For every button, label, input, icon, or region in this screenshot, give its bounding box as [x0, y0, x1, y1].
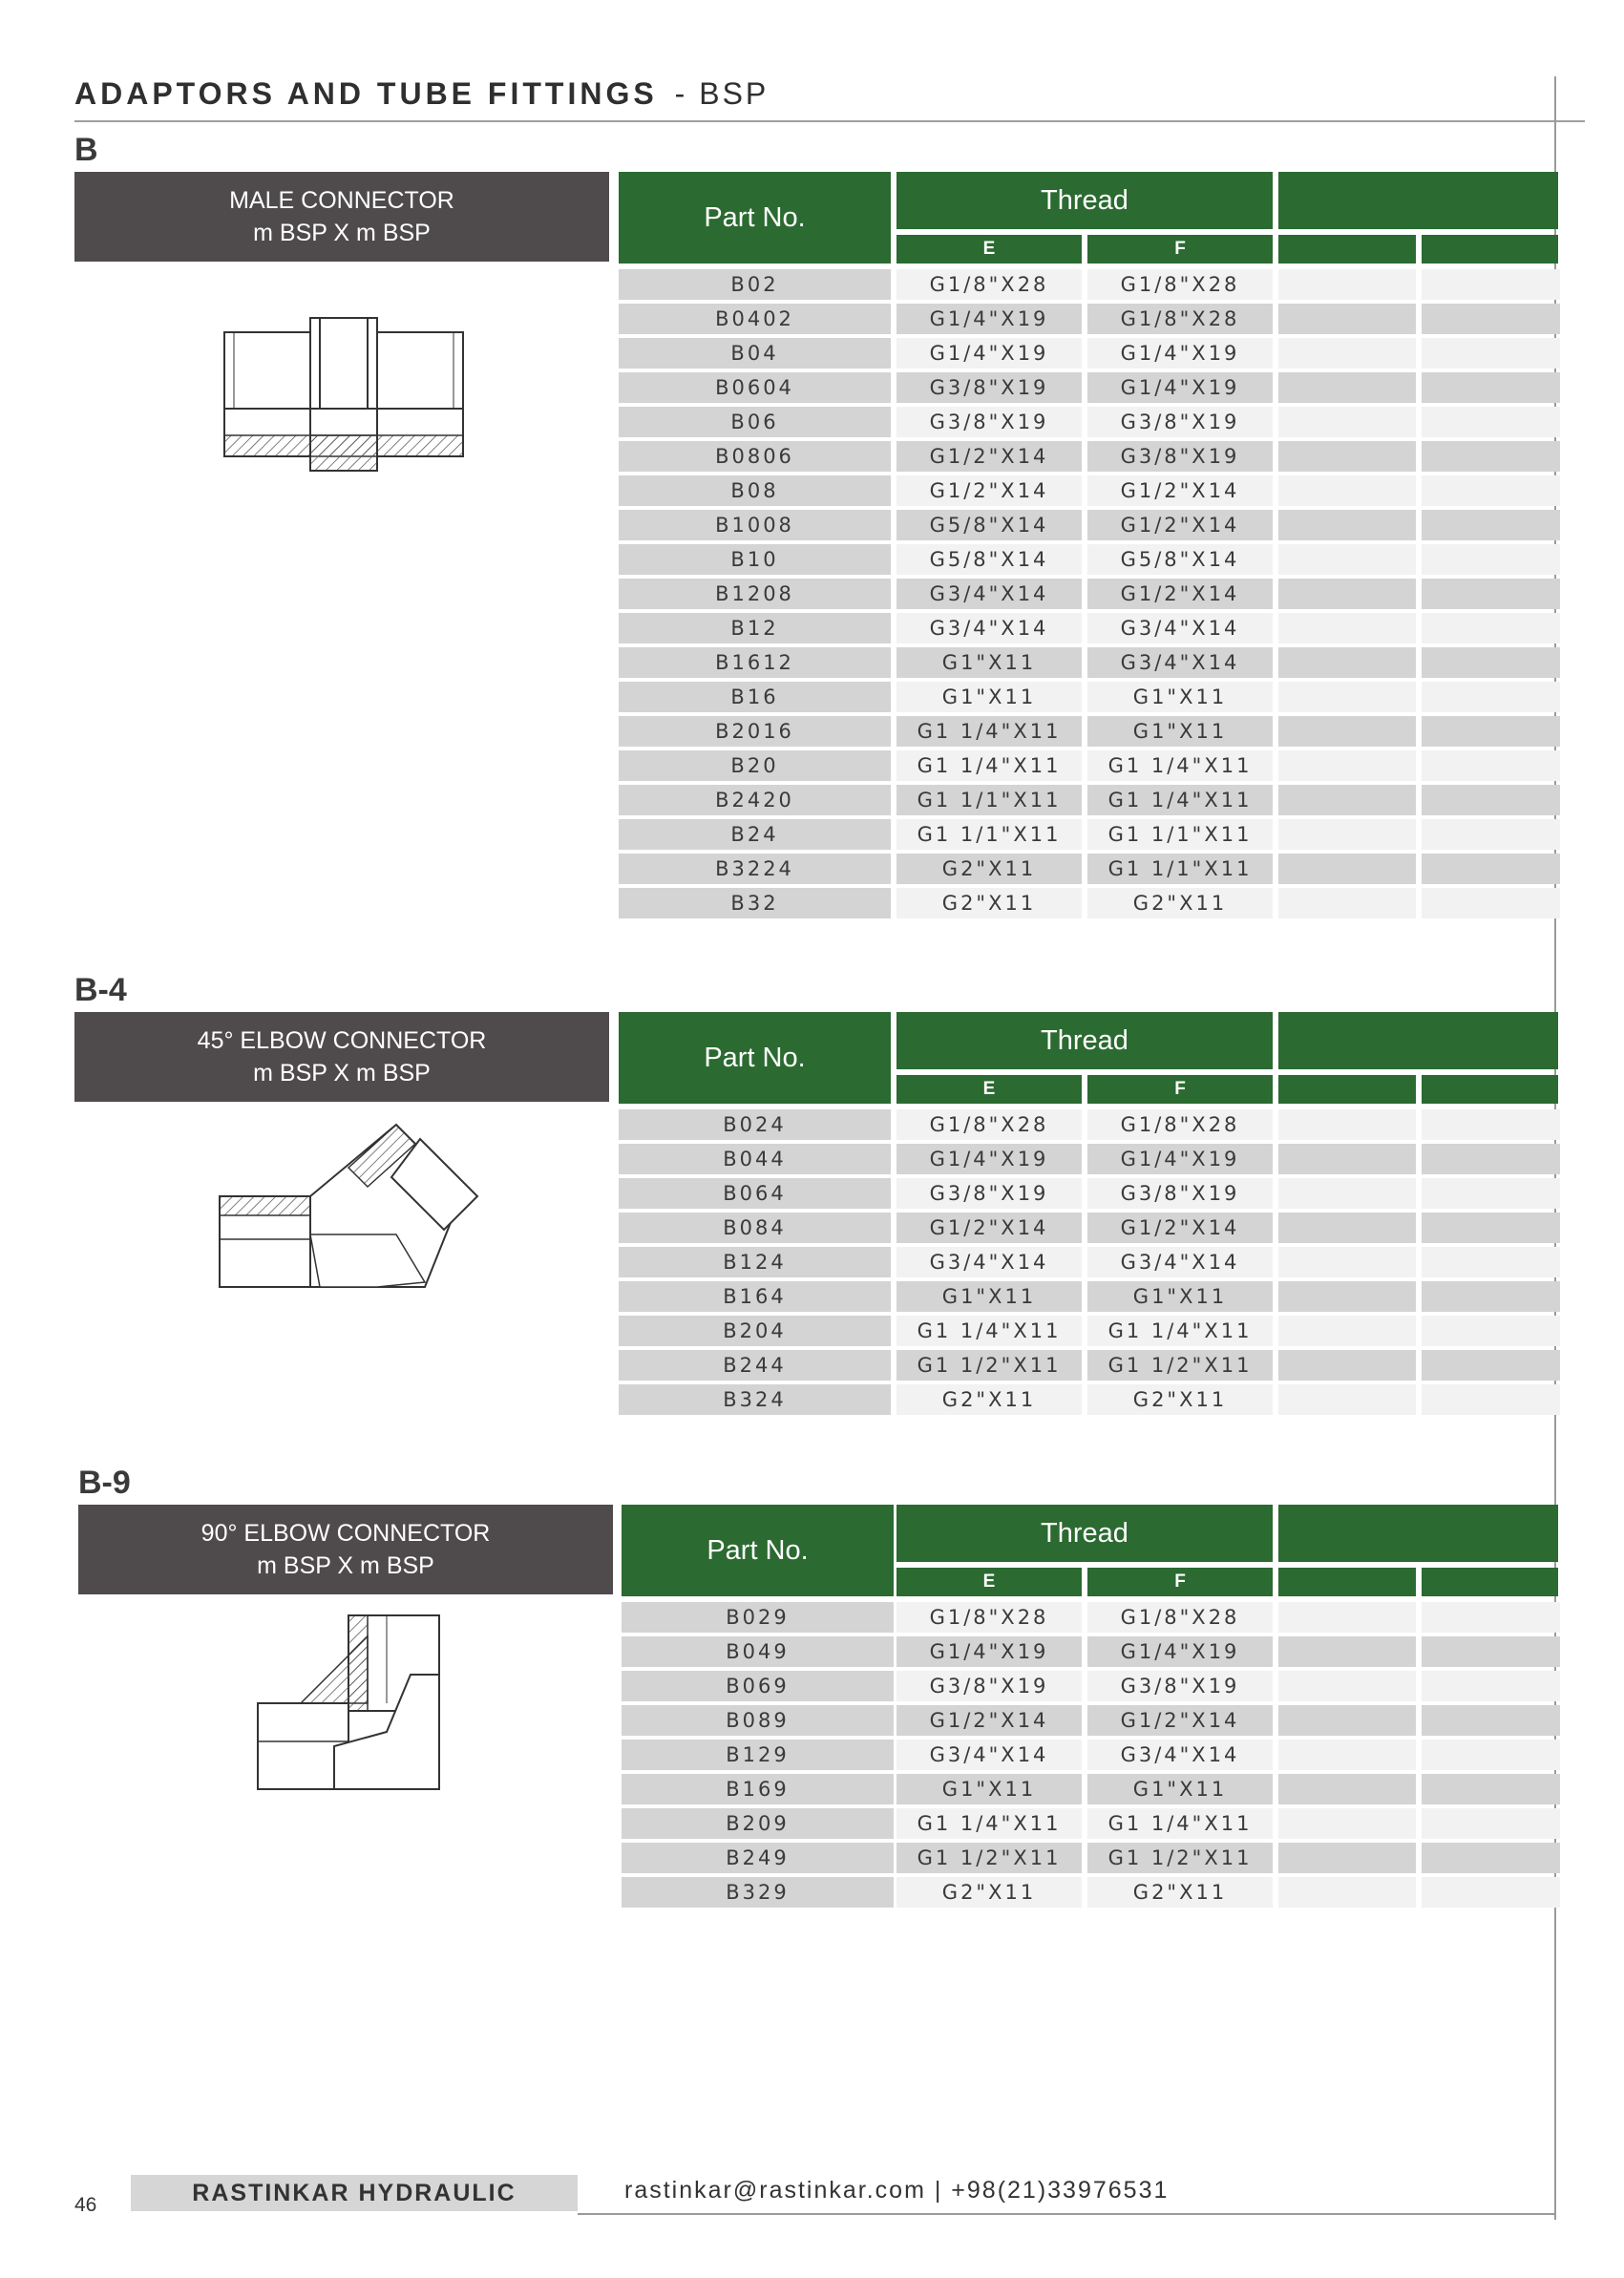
thread-f-cell: G1 1/2"X11	[1087, 1350, 1273, 1381]
section-subtitle: m BSP X m BSP	[253, 220, 431, 246]
thread-f-cell: G1 1/4"X11	[1087, 1808, 1273, 1839]
thread-f-cell: G1/8"X28	[1087, 1109, 1273, 1140]
thread-f-cell: G1/4"X19	[1087, 372, 1273, 403]
header-part-no: Part No.	[622, 1505, 894, 1596]
thread-f-cell: G1/4"X19	[1087, 1144, 1273, 1174]
blank-cell	[1278, 1384, 1416, 1415]
section-code: B-4	[74, 972, 127, 1008]
blank-cell	[1422, 1384, 1560, 1415]
thread-e-cell: G3/8"X19	[896, 407, 1082, 437]
header-blank-sub-1	[1278, 1075, 1416, 1104]
thread-f-cell: G1 1/1"X11	[1087, 854, 1273, 884]
thread-f-cell: G1/4"X19	[1087, 1636, 1273, 1667]
blank-cell	[1278, 1808, 1416, 1839]
blank-cell	[1422, 854, 1560, 884]
thread-e-cell: G1 1/1"X11	[896, 785, 1082, 815]
thread-e-cell: G1/8"X28	[896, 269, 1082, 300]
blank-cell	[1422, 750, 1560, 781]
thread-e-cell: G1/4"X19	[896, 1144, 1082, 1174]
thread-f-cell: G3/8"X19	[1087, 441, 1273, 472]
thread-f-cell: G1"X11	[1087, 1774, 1273, 1804]
part-number-cell: B044	[619, 1144, 891, 1174]
header-blank-sub-2	[1422, 1075, 1558, 1104]
blank-cell	[1422, 1636, 1560, 1667]
thread-e-cell: G2"X11	[896, 888, 1082, 918]
part-number-cell: B0402	[619, 304, 891, 334]
blank-cell	[1278, 888, 1416, 918]
blank-cell	[1422, 1213, 1560, 1243]
blank-cell	[1422, 1247, 1560, 1277]
blank-cell	[1422, 1144, 1560, 1174]
thread-e-cell: G3/4"X14	[896, 579, 1082, 609]
blank-cell	[1422, 544, 1560, 575]
part-number-cell: B2420	[619, 785, 891, 815]
thread-e-cell: G1"X11	[896, 682, 1082, 712]
part-number-cell: B0806	[619, 441, 891, 472]
thread-f-cell: G1/2"X14	[1087, 475, 1273, 506]
part-number-cell: B24	[619, 819, 891, 850]
thread-f-cell: G1 1/4"X11	[1087, 1316, 1273, 1346]
thread-e-cell: G1/8"X28	[896, 1602, 1082, 1633]
page-title	[74, 76, 769, 112]
blank-cell	[1278, 1213, 1416, 1243]
thread-f-cell: G1/2"X14	[1087, 1213, 1273, 1243]
thread-f-cell: G1/8"X28	[1087, 304, 1273, 334]
blank-cell	[1278, 613, 1416, 643]
part-number-cell: B204	[619, 1316, 891, 1346]
blank-cell	[1422, 647, 1560, 678]
blank-cell	[1422, 1774, 1560, 1804]
blank-cell	[1278, 1178, 1416, 1209]
blank-cell	[1422, 372, 1560, 403]
blank-cell	[1422, 1178, 1560, 1209]
blank-cell	[1278, 1602, 1416, 1633]
thread-f-cell: G2"X11	[1087, 888, 1273, 918]
thread-e-cell: G1 1/2"X11	[896, 1843, 1082, 1873]
thread-f-cell: G3/4"X14	[1087, 647, 1273, 678]
thread-e-cell: G3/4"X14	[896, 1740, 1082, 1770]
blank-cell	[1278, 304, 1416, 334]
thread-e-cell: G2"X11	[896, 1384, 1082, 1415]
elbow-45-drawing	[205, 1115, 492, 1306]
blank-cell	[1422, 475, 1560, 506]
section-title-box	[74, 1012, 609, 1102]
section-code: B	[74, 132, 98, 168]
part-number-cell: B32	[619, 888, 891, 918]
blank-cell	[1278, 1636, 1416, 1667]
section-subtitle: m BSP X m BSP	[257, 1552, 434, 1579]
blank-cell	[1278, 750, 1416, 781]
blank-cell	[1422, 1808, 1560, 1839]
section-title: 45° ELBOW CONNECTOR	[197, 1027, 487, 1054]
blank-cell	[1422, 1109, 1560, 1140]
header-blank-sub-1	[1278, 1568, 1416, 1596]
thread-f-cell: G1/2"X14	[1087, 1705, 1273, 1736]
blank-cell	[1422, 1281, 1560, 1312]
thread-f-cell: G3/8"X19	[1087, 1671, 1273, 1701]
thread-f-cell: G1 1/2"X11	[1087, 1843, 1273, 1873]
thread-f-cell: G1 1/4"X11	[1087, 785, 1273, 815]
blank-cell	[1278, 544, 1416, 575]
header-e: E	[896, 1075, 1082, 1104]
thread-f-cell: G2"X11	[1087, 1877, 1273, 1908]
part-number-cell: B10	[619, 544, 891, 575]
footer-contact: rastinkar@rastinkar.com | +98(21)33976531	[624, 2177, 1170, 2204]
header-blank-sub-1	[1278, 235, 1416, 264]
thread-f-cell: G1"X11	[1087, 682, 1273, 712]
thread-e-cell: G1/2"X14	[896, 441, 1082, 472]
blank-cell	[1278, 1247, 1416, 1277]
thread-e-cell: G3/4"X14	[896, 1247, 1082, 1277]
blank-cell	[1278, 1350, 1416, 1381]
blank-cell	[1278, 475, 1416, 506]
blank-cell	[1278, 338, 1416, 369]
thread-e-cell: G3/8"X19	[896, 1671, 1082, 1701]
blank-cell	[1278, 819, 1416, 850]
header-part-no: Part No.	[619, 172, 891, 264]
thread-f-cell: G1/8"X28	[1087, 1602, 1273, 1633]
header-e: E	[896, 235, 1082, 264]
section-title-box	[78, 1505, 613, 1594]
thread-e-cell: G1/8"X28	[896, 1109, 1082, 1140]
blank-cell	[1278, 1843, 1416, 1873]
section-code: B-9	[78, 1465, 131, 1501]
part-number-cell: B329	[622, 1877, 894, 1908]
section-title: MALE CONNECTOR	[229, 187, 454, 214]
part-number-cell: B08	[619, 475, 891, 506]
part-number-cell: B064	[619, 1178, 891, 1209]
header-part-no: Part No.	[619, 1012, 891, 1104]
elbow-90-drawing	[243, 1608, 530, 1799]
blank-cell	[1278, 579, 1416, 609]
blank-cell	[1278, 1144, 1416, 1174]
thread-f-cell: G1"X11	[1087, 716, 1273, 747]
header-e: E	[896, 1568, 1082, 1596]
header-blank	[1278, 172, 1558, 229]
part-number-cell: B069	[622, 1671, 894, 1701]
blank-cell	[1278, 269, 1416, 300]
part-number-cell: B12	[619, 613, 891, 643]
blank-cell	[1422, 613, 1560, 643]
thread-f-cell: G1/2"X14	[1087, 579, 1273, 609]
thread-e-cell: G1 1/4"X11	[896, 716, 1082, 747]
thread-e-cell: G1 1/2"X11	[896, 1350, 1082, 1381]
part-number-cell: B20	[619, 750, 891, 781]
part-number-cell: B249	[622, 1843, 894, 1873]
header-f: F	[1087, 1075, 1273, 1104]
thread-e-cell: G1"X11	[896, 1774, 1082, 1804]
blank-cell	[1278, 510, 1416, 540]
blank-cell	[1278, 441, 1416, 472]
part-number-cell: B244	[619, 1350, 891, 1381]
part-number-cell: B169	[622, 1774, 894, 1804]
thread-e-cell: G2"X11	[896, 854, 1082, 884]
thread-e-cell: G5/8"X14	[896, 544, 1082, 575]
blank-cell	[1422, 1877, 1560, 1908]
header-blank	[1278, 1505, 1558, 1562]
part-number-cell: B089	[622, 1705, 894, 1736]
thread-e-cell: G1 1/4"X11	[896, 1316, 1082, 1346]
thread-f-cell: G1/8"X28	[1087, 269, 1273, 300]
part-number-cell: B06	[619, 407, 891, 437]
thread-e-cell: G1/2"X14	[896, 1213, 1082, 1243]
part-number-cell: B1208	[619, 579, 891, 609]
blank-cell	[1422, 338, 1560, 369]
thread-e-cell: G1"X11	[896, 647, 1082, 678]
section-title-box	[74, 172, 609, 262]
part-number-cell: B049	[622, 1636, 894, 1667]
blank-cell	[1278, 682, 1416, 712]
blank-cell	[1422, 1316, 1560, 1346]
thread-e-cell: G1 1/1"X11	[896, 819, 1082, 850]
blank-cell	[1278, 1877, 1416, 1908]
thread-e-cell: G1 1/4"X11	[896, 750, 1082, 781]
blank-cell	[1422, 785, 1560, 815]
blank-cell	[1422, 1671, 1560, 1701]
blank-cell	[1422, 888, 1560, 918]
blank-cell	[1422, 1843, 1560, 1873]
blank-cell	[1278, 1740, 1416, 1770]
part-number-cell: B029	[622, 1602, 894, 1633]
header-f: F	[1087, 235, 1273, 264]
title-divider	[74, 120, 1585, 122]
thread-e-cell: G1/4"X19	[896, 1636, 1082, 1667]
blank-cell	[1422, 510, 1560, 540]
thread-f-cell: G3/4"X14	[1087, 613, 1273, 643]
thread-f-cell: G1/2"X14	[1087, 510, 1273, 540]
thread-f-cell: G1 1/1"X11	[1087, 819, 1273, 850]
thread-f-cell: G1 1/4"X11	[1087, 750, 1273, 781]
blank-cell	[1422, 407, 1560, 437]
page-number: 46	[74, 2194, 97, 2216]
blank-cell	[1422, 1350, 1560, 1381]
blank-cell	[1422, 819, 1560, 850]
section-subtitle: m BSP X m BSP	[253, 1060, 431, 1086]
blank-cell	[1278, 716, 1416, 747]
blank-cell	[1422, 579, 1560, 609]
thread-e-cell: G3/8"X19	[896, 1178, 1082, 1209]
thread-e-cell: G1/4"X19	[896, 304, 1082, 334]
blank-cell	[1422, 1740, 1560, 1770]
blank-cell	[1278, 1109, 1416, 1140]
header-blank-sub-2	[1422, 235, 1558, 264]
blank-cell	[1422, 441, 1560, 472]
part-number-cell: B324	[619, 1384, 891, 1415]
thread-e-cell: G1/4"X19	[896, 338, 1082, 369]
part-number-cell: B1612	[619, 647, 891, 678]
thread-f-cell: G3/4"X14	[1087, 1247, 1273, 1277]
thread-e-cell: G1"X11	[896, 1281, 1082, 1312]
part-number-cell: B129	[622, 1740, 894, 1770]
thread-e-cell: G5/8"X14	[896, 510, 1082, 540]
thread-e-cell: G3/4"X14	[896, 613, 1082, 643]
thread-f-cell: G3/4"X14	[1087, 1740, 1273, 1770]
part-number-cell: B3224	[619, 854, 891, 884]
blank-cell	[1422, 682, 1560, 712]
thread-f-cell: G3/8"X19	[1087, 407, 1273, 437]
blank-cell	[1422, 716, 1560, 747]
thread-f-cell: G1"X11	[1087, 1281, 1273, 1312]
part-number-cell: B084	[619, 1213, 891, 1243]
blank-cell	[1278, 1671, 1416, 1701]
part-number-cell: B04	[619, 338, 891, 369]
part-number-cell: B164	[619, 1281, 891, 1312]
thread-e-cell: G3/8"X19	[896, 372, 1082, 403]
thread-e-cell: G1 1/4"X11	[896, 1808, 1082, 1839]
page-subtitle: - BSP	[674, 76, 770, 111]
footer-divider	[578, 2213, 1556, 2215]
header-f: F	[1087, 1568, 1273, 1596]
blank-cell	[1278, 1281, 1416, 1312]
header-blank	[1278, 1012, 1558, 1069]
section-title: 90° ELBOW CONNECTOR	[200, 1520, 491, 1547]
thread-e-cell: G1/2"X14	[896, 475, 1082, 506]
blank-cell	[1422, 269, 1560, 300]
thread-f-cell: G2"X11	[1087, 1384, 1273, 1415]
blank-cell	[1278, 785, 1416, 815]
footer-brand: RASTINKAR HYDRAULIC	[131, 2175, 578, 2211]
thread-f-cell: G3/8"X19	[1087, 1178, 1273, 1209]
blank-cell	[1422, 1705, 1560, 1736]
part-number-cell: B124	[619, 1247, 891, 1277]
part-number-cell: B16	[619, 682, 891, 712]
blank-cell	[1278, 1774, 1416, 1804]
header-thread: Thread	[896, 1012, 1273, 1069]
header-thread: Thread	[896, 172, 1273, 229]
page-title-text: ADAPTORS AND TUBE FITTINGS	[74, 76, 658, 111]
thread-e-cell: G1/2"X14	[896, 1705, 1082, 1736]
blank-cell	[1278, 407, 1416, 437]
thread-e-cell: G2"X11	[896, 1877, 1082, 1908]
part-number-cell: B0604	[619, 372, 891, 403]
blank-cell	[1278, 372, 1416, 403]
blank-cell	[1278, 854, 1416, 884]
male-connector-drawing	[210, 294, 496, 485]
part-number-cell: B1008	[619, 510, 891, 540]
thread-f-cell: G5/8"X14	[1087, 544, 1273, 575]
header-blank-sub-2	[1422, 1568, 1558, 1596]
blank-cell	[1278, 1705, 1416, 1736]
blank-cell	[1422, 1602, 1560, 1633]
header-thread: Thread	[896, 1505, 1273, 1562]
part-number-cell: B02	[619, 269, 891, 300]
part-number-cell: B2016	[619, 716, 891, 747]
part-number-cell: B024	[619, 1109, 891, 1140]
thread-f-cell: G1/4"X19	[1087, 338, 1273, 369]
blank-cell	[1278, 647, 1416, 678]
blank-cell	[1422, 304, 1560, 334]
blank-cell	[1278, 1316, 1416, 1346]
part-number-cell: B209	[622, 1808, 894, 1839]
